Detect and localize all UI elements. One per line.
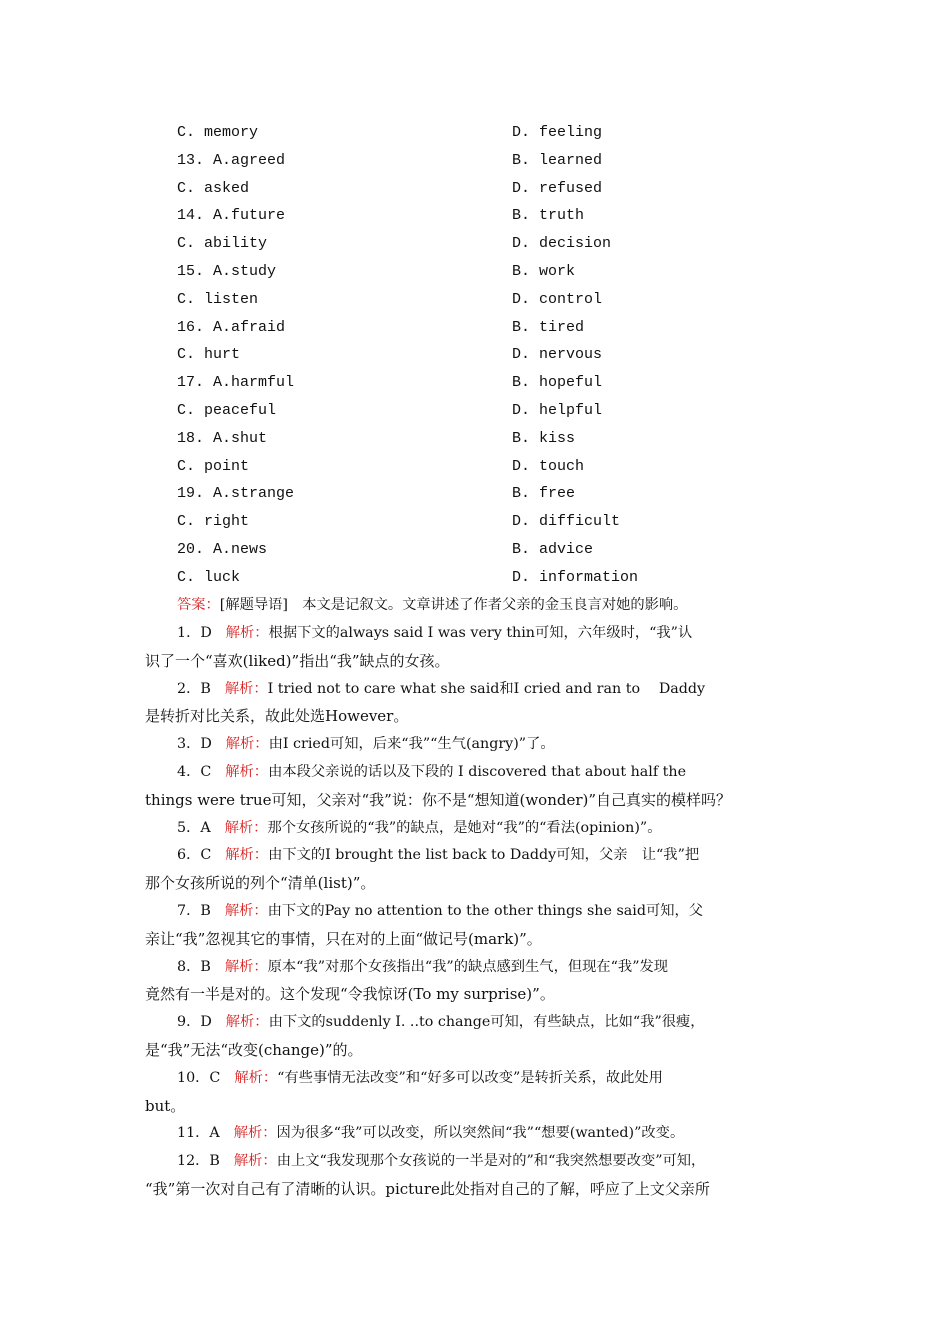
option-left: C. peaceful [177,402,277,419]
option-left: C. ability [177,235,268,253]
explanation-number: 3．D [177,736,212,753]
option-row [0,147,950,175]
explanation-line [177,730,842,758]
explanation-line [177,1119,842,1147]
explanation-number: 2．B [177,680,211,697]
option-right: D. helpful [512,402,603,419]
option-left: 14. A.future [177,207,286,225]
option-row [0,480,950,508]
explanation-number: 11．A [177,1125,220,1142]
explanation-number: 6．C [177,847,212,864]
explanation-label: 解析： [224,958,268,975]
option-right: B. advice [512,541,594,558]
option-row [0,341,950,369]
explanation-line [177,1147,842,1175]
explanation-text: 由下文的suddenly I. ..to change可知，有些缺点，比如“我”很瘦， [268,1014,705,1031]
explanation-continuation: 是“我”无法“改变(change)”的。 [145,1041,363,1059]
answer-label: 答案： [177,597,220,613]
explanation-line [177,897,842,925]
option-left: C. hurt [177,346,241,364]
explanation-label: 解析： [225,625,269,641]
explanation-text: 因为很多“我”可以改变，所以突然间“我”“想要(wanted)”改变。 [276,1125,685,1142]
option-row [0,425,950,453]
option-left: 18. A.shut [177,429,268,447]
explanation-continuation: 竟然有一半是对的。这个发现“令我惊讶(To my surprise)”。 [145,985,555,1004]
explanation-number: 1．D [177,625,212,641]
option-right: D. difficult [512,513,621,531]
option-right: D. decision [512,235,612,253]
explanation-label: 解析： [225,1014,269,1031]
option-left: 17. A.harmful [177,374,295,392]
option-row [0,258,950,286]
option-right: D. touch [512,457,585,475]
explanation-text: 由I cried可知，后来“我”“生气(angry)”了。 [268,736,555,753]
option-left: C. asked [177,179,250,197]
option-row [0,230,950,258]
option-right: B. work [512,263,576,280]
explanation-label: 解析： [225,764,269,780]
explanation-number: 8．B [177,958,211,975]
explanation-label: 解析： [234,1069,278,1086]
option-row [0,369,950,397]
explanation-continuation: 识了一个“喜欢(liked)”指出“我”缺点的女孩。 [145,651,450,670]
answer-intro: [解题导语] 本文是记叙文。文章讲述了作者父亲的金玉良言对她的影响。 [219,597,688,613]
explanation-continuation: 是转折对比关系，故此处选However。 [145,707,409,726]
option-right: B. learned [512,151,603,169]
explanation-label: 解析： [225,847,269,864]
explanation-continuation: 亲让“我”忽视其它的事情，只在对的上面“做记号(mark)”。 [145,929,542,948]
explanation-line [177,841,842,869]
explanation-text: “有些事情无法改变”和“好多可以改变”是转折关系，故此处用 [277,1069,663,1086]
explanation-number: 4．C [177,764,212,780]
option-row [0,175,950,203]
option-left: C. right [177,513,250,531]
explanation-number: 12．B [177,1153,220,1170]
option-left: C. point [177,457,250,475]
explanation-text: 根据下文的always said I was very thin可知，六年级时，“我”认 [268,625,693,641]
option-left: 19. A.strange [177,485,295,503]
option-right: B. kiss [512,429,576,447]
option-left: 13. A.agreed [177,151,286,169]
option-right: B. tired [512,318,585,336]
answer-intro-line [177,591,842,619]
explanation-number: 7．B [177,903,211,919]
explanation-label: 解析： [224,819,268,836]
explanation-line [177,758,842,786]
explanation-label: 解析： [233,1125,277,1142]
explanation-text: 由本段父亲说的话以及下段的 I discovered that about half the [268,764,687,780]
option-left: C. listen [177,290,259,308]
option-row [0,453,950,481]
option-row [0,564,950,592]
explanation-number: 10．C [177,1069,221,1086]
option-right: D. refused [512,179,603,197]
explanation-continuation: things were true可知，父亲对“我”说：你不是“想知道(wonder)”自己真实的模样吗？ [145,790,732,809]
explanation-text: 由下文的Pay no attention to the other things she said可知，父 [267,903,704,919]
option-left: 20. A.news [177,541,268,558]
option-right: B. hopeful [512,374,603,392]
explanation-continuation: “我”第一次对自己有了清晰的认识。picture此处指对自己的了解，呼应了上文父亲所 [145,1180,710,1198]
explanation-label: 解析： [224,903,268,919]
explanation-continuation: but。 [145,1096,186,1115]
explanation-text: I tried not to care what she said和I cried and ran to Daddy [267,680,706,697]
option-row [0,314,950,342]
option-row [0,536,950,564]
option-row [0,397,950,425]
explanation-line [177,1008,842,1036]
explanation-line [177,953,842,981]
explanation-text: 由上文“我发现那个女孩说的一半是对的”和“我突然想要改变”可知， [276,1153,706,1170]
option-row [0,202,950,230]
explanation-text: 由下文的I brought the list back to Daddy可知，父亲 让“我”把 [268,847,700,864]
option-right: B. free [512,485,576,503]
explanation-line [177,675,842,703]
option-right: D. information [512,568,639,586]
explanation-number: 9．D [177,1014,212,1031]
explanation-text: 原本“我”对那个女孩指出“我”的缺点感到生气，但现在“我”发现 [267,958,669,975]
option-left: C. luck [177,568,241,586]
option-right: D. nervous [512,346,603,364]
explanation-line [177,619,842,647]
option-row [0,119,950,147]
option-row [0,508,950,536]
explanation-continuation: 那个女孩所说的列个“清单(list)”。 [145,874,376,893]
explanation-line [177,814,842,842]
explanation-line [177,1064,842,1092]
explanation-number: 5．A [177,819,211,836]
option-right: B. truth [512,207,585,225]
explanation-label: 解析： [224,680,268,697]
option-left: C. memory [177,124,259,141]
option-row [0,286,950,314]
explanation-label: 解析： [233,1153,277,1170]
option-right: D. control [512,290,603,308]
option-left: 15. A.study [177,263,277,280]
option-left: 16. A.afraid [177,318,286,336]
explanation-text: 那个女孩所说的“我”的缺点，是她对“我”的“看法(opinion)”。 [267,819,662,836]
explanation-label: 解析： [225,736,269,753]
option-right: D. feeling [512,124,603,141]
